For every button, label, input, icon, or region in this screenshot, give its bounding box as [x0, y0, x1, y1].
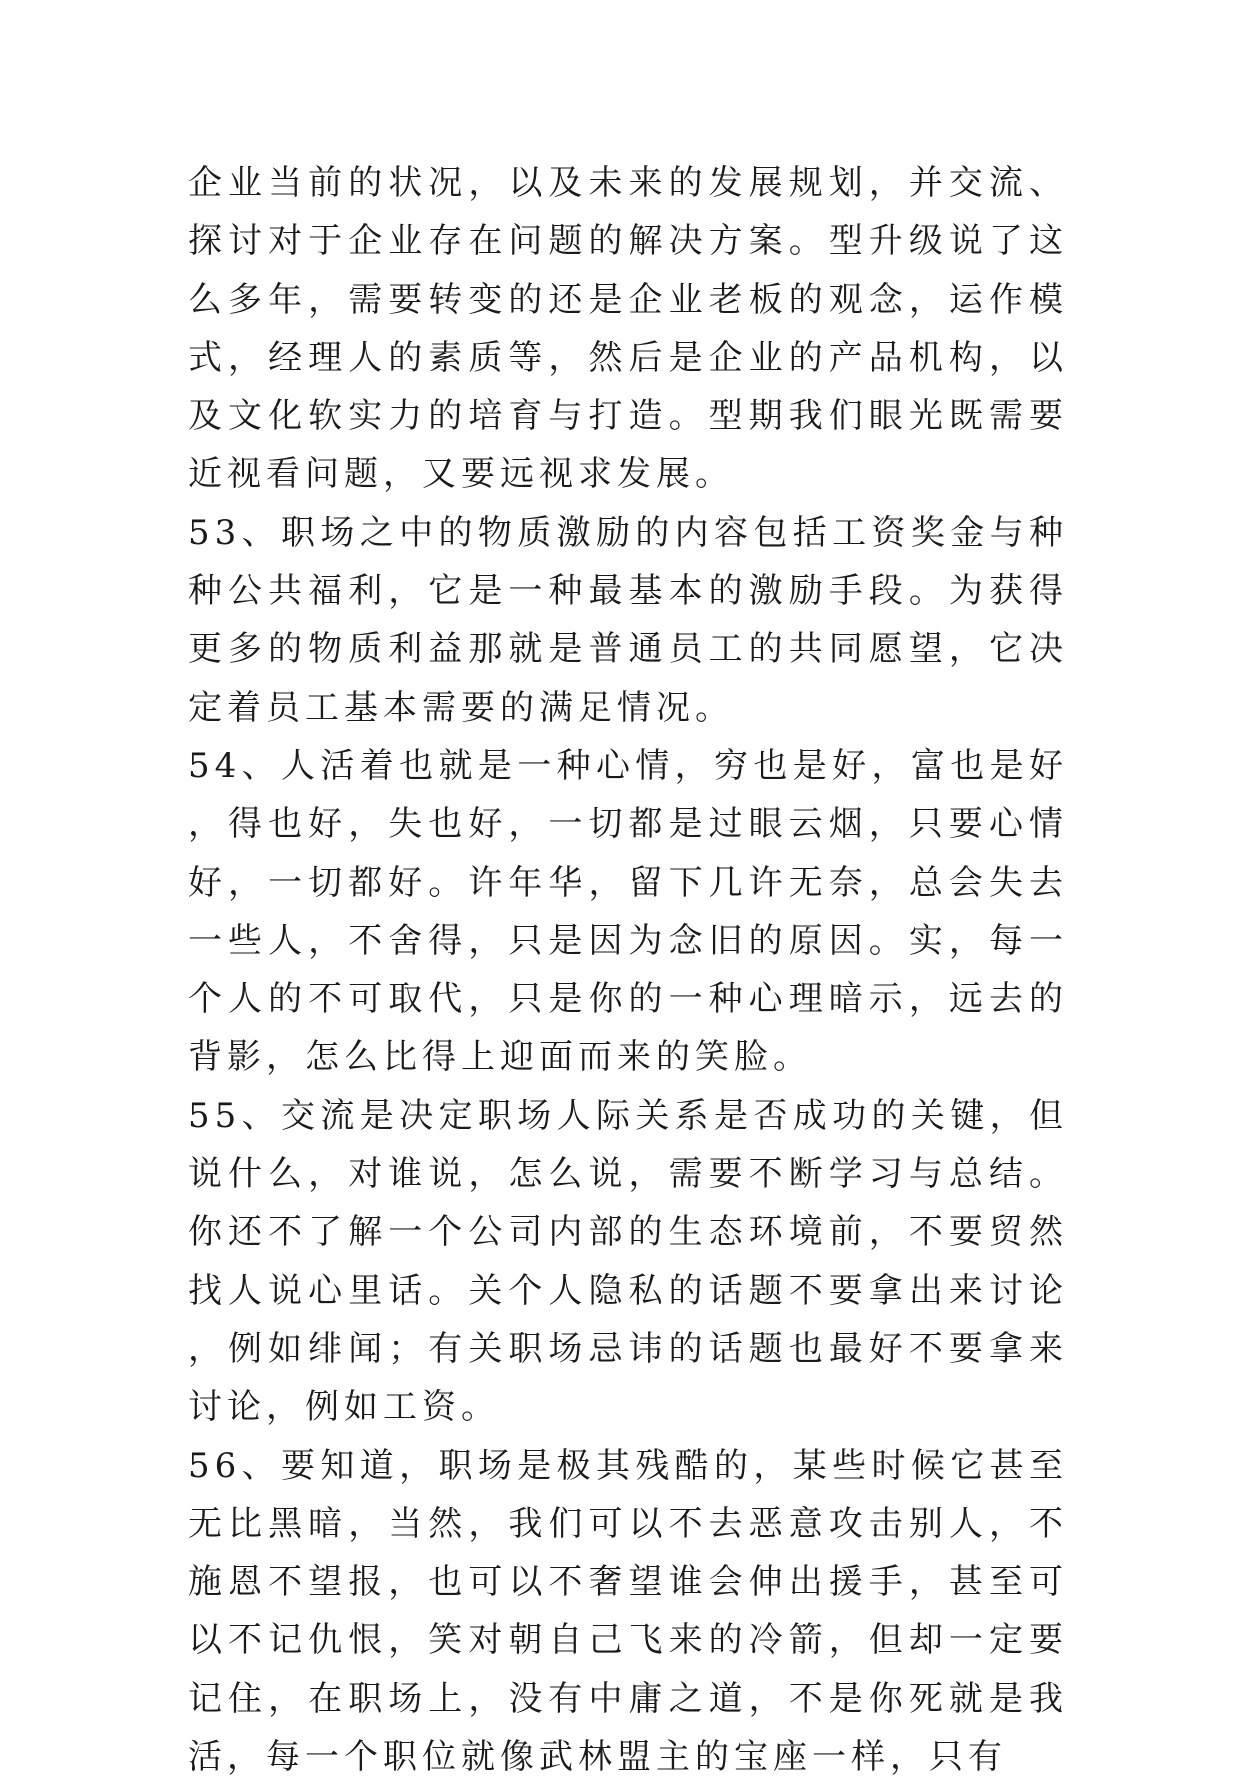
paragraph-55: 55、交流是决定职场人际关系是否成功的关键，但说什么，对谁说，怎么说，需要不断学习与总结。你还不了解一个公司内部的生态环境前，不要贸然找人说心里话。关个人隐私的话题不要拿出来讨论，例如绯闻；有关职场忌讳的话题也最好不要拿来讨论，例如工资。: [188, 1095, 1068, 1428]
body-text: [188, 154, 1068, 1786]
paragraph-continuation: 企业当前的状况，以及未来的发展规划，并交流、探讨对于企业存在问题的解决方案。型升级说了这么多年，需要转变的还是企业老板的观念，运作模式，经理人的素质等，然后是企业的产品机构，以及文化软实力的培育与打造。型期我们眼光既需要近视看问题，又要远视求发展。: [188, 163, 1068, 495]
paragraph-53: 53、职场之中的物质激励的内容包括工资奖金与种种公共福利，它是一种最基本的激励手段。为获得更多的物质利益那就是普通员工的共同愿望，它决定着员工基本需要的满足情况。: [188, 512, 1068, 728]
paragraph-54: 54、人活着也就是一种心情，穷也是好，富也是好，得也好，失也好，一切都是过眼云烟，只要心情好，一切都好。许年华，留下几许无奈，总会失去一些人，不舍得，只是因为念旧的原因。实，每一个人的不可取代，只是你的一种心理暗示，远去的背影，怎么比得上迎面而来的笑脸。: [188, 745, 1068, 1078]
paragraph-56: 56、要知道，职场是极其残酷的，某些时候它甚至无比黑暗，当然，我们可以不去恶意攻击别人，不施恩不望报，也可以不奢望谁会伸出援手，甚至可以不记仇恨，笑对朝自己飞来的冷箭，但却一定要记住，在职场上，没有中庸之道，不是你死就是我活，每一个职位就像武林盟主的宝座一样，只有: [188, 1445, 1068, 1778]
